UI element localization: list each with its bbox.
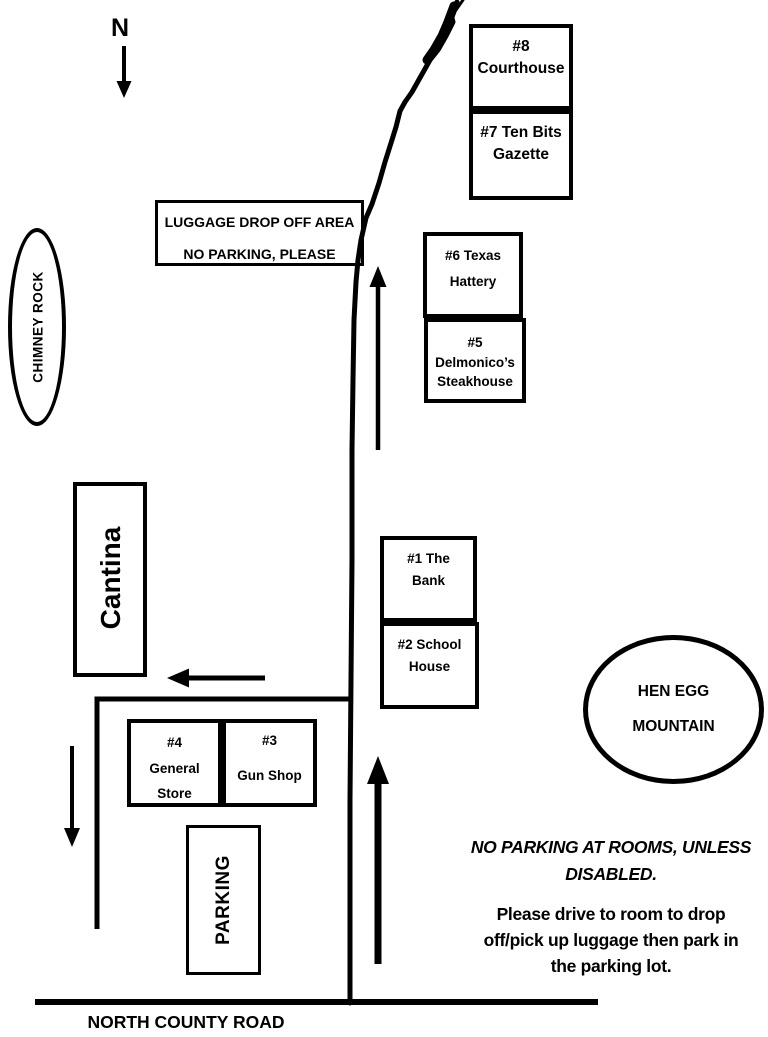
building-label: #5 bbox=[467, 335, 483, 350]
building-courthouse bbox=[469, 24, 573, 110]
building-label: Gazette bbox=[493, 146, 549, 164]
building-label: #7 Ten Bits bbox=[480, 124, 562, 141]
building-label: Hattery bbox=[449, 273, 497, 289]
north-arrow-icon bbox=[117, 81, 132, 98]
main-street-road-thick-segment bbox=[427, 6, 454, 60]
building-gun-shop bbox=[222, 719, 317, 807]
building-label: General bbox=[149, 760, 200, 776]
note-line: off/pick up luggage then park in bbox=[483, 930, 739, 950]
building-label: Steakhouse bbox=[437, 374, 513, 390]
building-ten-bits-gazette bbox=[469, 110, 573, 200]
compass-north-label: N bbox=[111, 14, 130, 42]
note-line: the parking lot. bbox=[550, 956, 672, 976]
building-label: #4 bbox=[166, 735, 183, 750]
building-label: Delmonico’s bbox=[435, 354, 515, 370]
building-label: Store bbox=[157, 786, 192, 802]
building-texas-hattery bbox=[423, 232, 523, 318]
up-arrow-icon bbox=[370, 266, 387, 287]
no-parking-note bbox=[446, 834, 768, 888]
note-line: Please drive to room to drop bbox=[496, 904, 726, 924]
luggage-label: LUGGAGE DROP OFF AREA bbox=[164, 214, 355, 230]
building-label: #2 School bbox=[397, 637, 462, 652]
notes-block bbox=[446, 834, 768, 979]
building-label: House bbox=[408, 658, 451, 674]
hen-egg-mountain-label: MOUNTAIN bbox=[632, 718, 715, 735]
main-street-road bbox=[350, 2, 457, 1003]
chimney-rock-label: CHIMNEY ROCK bbox=[30, 271, 46, 383]
luggage-drop-off-area bbox=[155, 200, 364, 266]
note-line: NO PARKING AT ROOMS, UNLESS bbox=[470, 837, 752, 857]
building-label: Courthouse bbox=[477, 60, 565, 78]
building-label: #3 bbox=[261, 733, 278, 748]
building-label: Bank bbox=[411, 572, 445, 588]
building-school-house bbox=[380, 622, 479, 709]
hen-egg-mountain-landmark bbox=[583, 635, 764, 784]
hen-egg-mountain-label: HEN EGG bbox=[637, 683, 710, 700]
building-label: Gun Shop bbox=[237, 767, 302, 783]
left-arrow-icon bbox=[167, 669, 189, 688]
luggage-label: NO PARKING, PLEASE bbox=[183, 246, 336, 263]
building-label: #6 Texas bbox=[444, 248, 502, 263]
building-label: #8 bbox=[512, 38, 530, 55]
hen-egg-mountain-label-group bbox=[588, 640, 759, 779]
luggage-instructions-note bbox=[446, 901, 768, 979]
building-delmonicos-steakhouse bbox=[424, 318, 526, 403]
building-general-store bbox=[127, 719, 222, 807]
cantina-label: Cantina bbox=[95, 526, 126, 630]
up-arrow-thick-icon bbox=[367, 756, 389, 784]
main-street-road-tip bbox=[456, 0, 463, 10]
note-line: DISABLED. bbox=[565, 864, 657, 884]
down-arrow-icon bbox=[64, 828, 80, 847]
building-the-bank bbox=[380, 536, 477, 622]
parking-label: PARKING bbox=[213, 855, 234, 945]
north-county-road-label: NORTH COUNTY ROAD bbox=[87, 1012, 285, 1032]
building-label: #1 The bbox=[407, 551, 450, 566]
